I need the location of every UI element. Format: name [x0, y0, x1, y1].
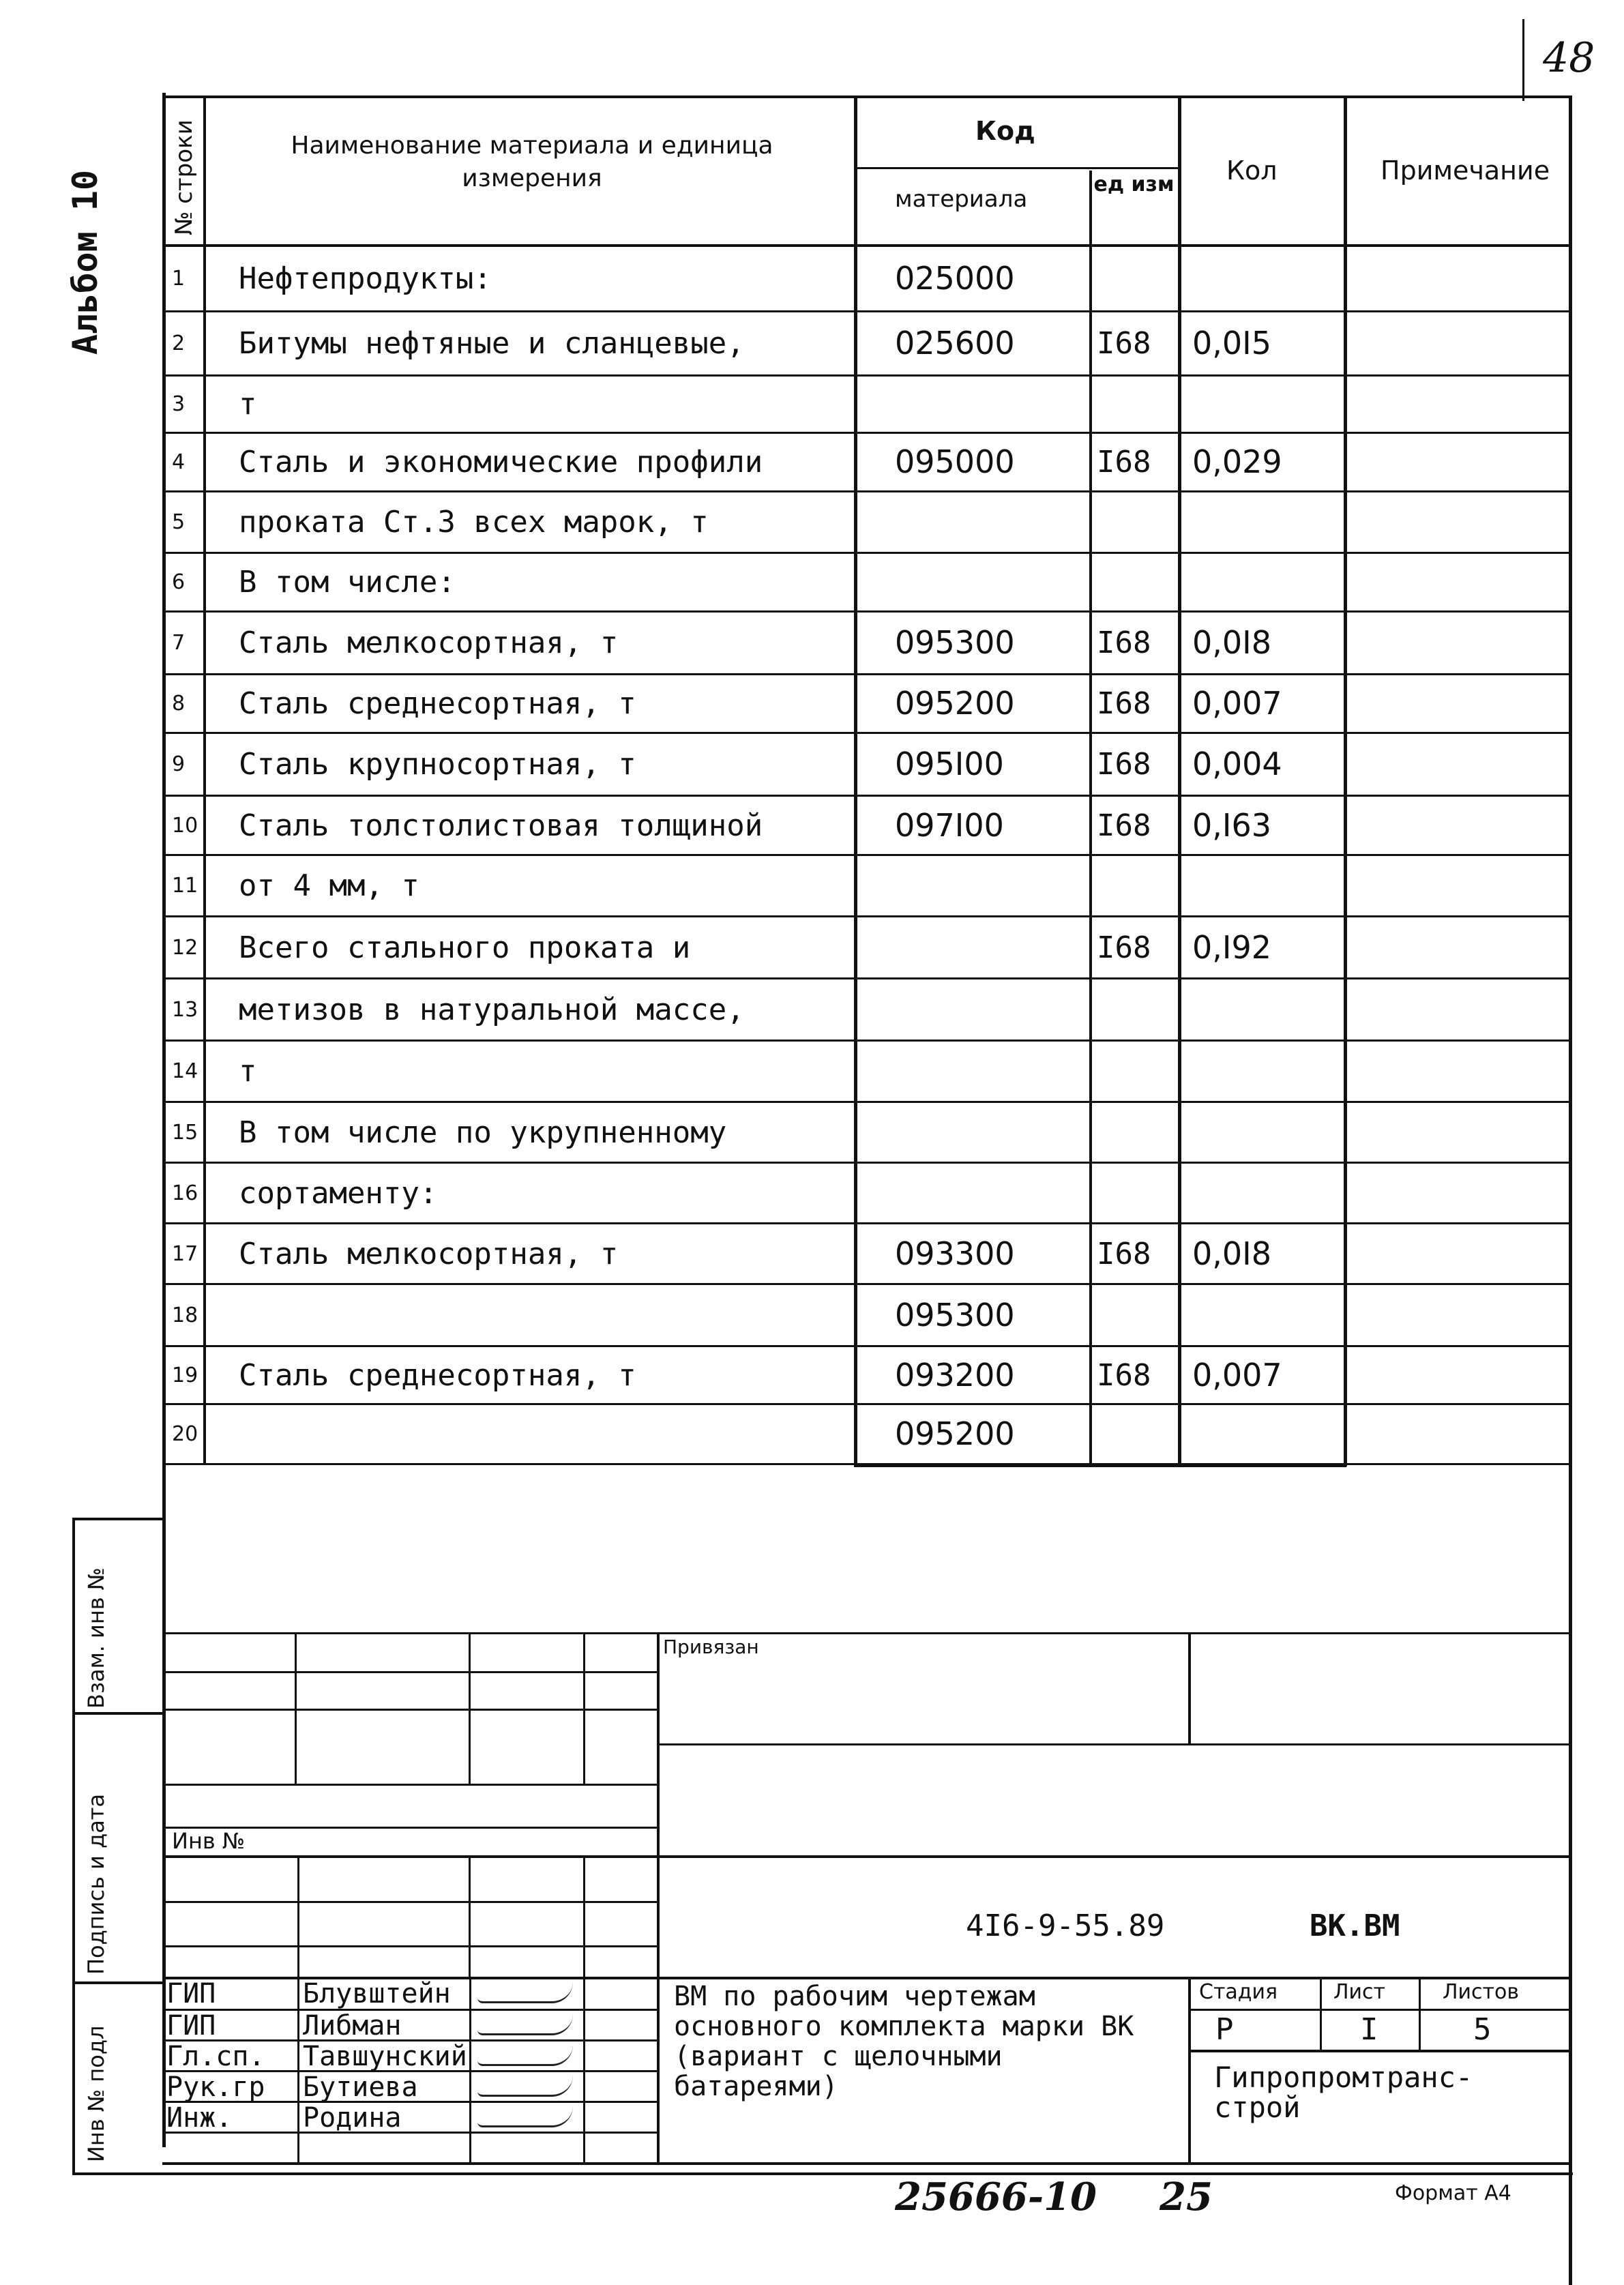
material-code: 025600: [895, 325, 1015, 362]
album-label: Альбом 10: [65, 170, 105, 355]
format-label: Формат А4: [1395, 2181, 1511, 2205]
unit-code: I68: [1097, 445, 1151, 480]
signatory-role: Гл.сп.: [166, 2041, 265, 2072]
material-name: Сталь мелкосортная, т: [239, 625, 619, 660]
material-name: т: [239, 1054, 257, 1089]
org-name: Гипропромтранс- строй: [1214, 2061, 1473, 2124]
signatory-role: ГИП: [166, 2010, 216, 2041]
quantity: 0,0I8: [1192, 1235, 1271, 1272]
row-number: 17: [172, 1242, 198, 1266]
material-code: 097I00: [895, 807, 1004, 844]
row-number: 5: [172, 510, 186, 534]
sheet-label: Лист: [1333, 1980, 1386, 2004]
row-number: 13: [172, 998, 198, 1022]
row-number: 16: [172, 1181, 198, 1205]
stage-value: Р: [1215, 2012, 1234, 2047]
table-bottom-thin: [162, 1463, 1571, 1465]
signatory-role: Инж.: [166, 2102, 233, 2134]
row-number: 19: [172, 1363, 198, 1387]
header-code: Код: [975, 116, 1035, 146]
stage-label: Стадия: [1199, 1980, 1278, 2004]
row-number: 11: [172, 874, 198, 898]
material-name: сортаменту:: [239, 1176, 438, 1211]
archive-page: 25: [1160, 2175, 1213, 2220]
vzam-inv-label: Взам. инв №: [83, 1567, 109, 1709]
material-code: 095200: [895, 685, 1015, 722]
material-code: 093300: [895, 1235, 1015, 1272]
sheet-number-box-line: [1522, 19, 1524, 101]
material-name: Сталь и экономические профили: [239, 445, 763, 480]
signature-scribble: [477, 2045, 573, 2066]
material-name: Сталь толстолистовая толщиной: [239, 808, 763, 843]
quantity: 0,0I5: [1192, 325, 1271, 362]
header-unit: ед изм: [1093, 173, 1175, 196]
header-material: материала: [895, 186, 1028, 213]
unit-code: I68: [1097, 808, 1151, 843]
quantity: 0,007: [1192, 1357, 1282, 1394]
material-code: 095300: [895, 624, 1015, 661]
privyazan-label: Привязан: [663, 1636, 759, 1658]
material-code: 095I00: [895, 746, 1004, 782]
material-name: Битумы нефтяные и сланцевые,: [239, 326, 745, 361]
inv-no-label: Инв №: [172, 1828, 246, 1854]
row-number: 10: [172, 814, 198, 838]
signatory-role: ГИП: [166, 1978, 216, 2009]
unit-code: I68: [1097, 686, 1151, 721]
signatory-name: Блувштейн: [303, 1978, 451, 2009]
row-number: 3: [172, 392, 186, 416]
signature-scribble: [477, 2106, 573, 2127]
material-code: 095300: [895, 1297, 1015, 1333]
material-name: В том числе:: [239, 565, 456, 600]
podpis-data-label: Подпись и дата: [83, 1793, 109, 1975]
quantity: 0,004: [1192, 746, 1282, 782]
archive-number: 25666-10: [895, 2175, 1097, 2220]
row-number: 7: [172, 631, 186, 655]
material-name: Нефтепродукты:: [239, 261, 492, 296]
header-qty: Кол: [1226, 156, 1278, 186]
material-name: Всего стального проката и: [239, 930, 691, 965]
quantity: 0,007: [1192, 685, 1282, 722]
row-number: 2: [172, 331, 186, 355]
sheets-value: 5: [1473, 2012, 1492, 2047]
material-name: В том числе по укрупненному: [239, 1115, 727, 1150]
row-number: 15: [172, 1121, 198, 1145]
quantity: 0,I63: [1192, 807, 1271, 844]
material-code: 025000: [895, 260, 1015, 297]
signatory-role: Рук.гр: [166, 2072, 265, 2103]
header-row-no: № строки: [171, 119, 198, 235]
quantity: 0,0I8: [1192, 624, 1271, 661]
signatory-name: Либман: [303, 2010, 402, 2041]
signature-scribble: [477, 1982, 573, 2003]
unit-code: I68: [1097, 747, 1151, 782]
doc-code: 4I6-9-55.89: [966, 1908, 1165, 1943]
frame-left: [162, 93, 166, 2147]
material-name: Сталь среднесортная, т: [239, 1358, 636, 1393]
row-number: 6: [172, 570, 186, 594]
header-note: Примечание: [1381, 156, 1550, 186]
unit-code: I68: [1097, 326, 1151, 361]
unit-code: I68: [1097, 930, 1151, 965]
doc-mark: ВК.ВМ: [1310, 1908, 1400, 1943]
material-code: 093200: [895, 1357, 1015, 1394]
quantity: 0,029: [1192, 443, 1282, 480]
material-name: метизов в натуральной массе,: [239, 992, 745, 1027]
signatory-name: Родина: [303, 2102, 402, 2134]
row-number: 20: [172, 1422, 198, 1446]
sheet-number: 48: [1543, 34, 1595, 82]
signature-scribble: [477, 2014, 573, 2035]
quantity: 0,I92: [1192, 929, 1271, 966]
sheets-label: Листов: [1443, 1980, 1520, 2004]
signature-scribble: [477, 2076, 573, 2097]
signatory-name: Тавшунский: [303, 2041, 467, 2072]
row-number: 8: [172, 692, 186, 716]
row-number: 14: [172, 1059, 198, 1083]
row-number: 12: [172, 936, 198, 960]
inv-podl-label: Инв № подл: [83, 2025, 109, 2162]
frame-right: [1569, 95, 1572, 2285]
material-name: Сталь среднесортная, т: [239, 686, 636, 721]
unit-code: I68: [1097, 1358, 1151, 1393]
sheet-value: I: [1360, 2012, 1378, 2047]
material-code: 095000: [895, 443, 1015, 480]
material-name: Сталь крупносортная, т: [239, 747, 636, 782]
row-number: 9: [172, 752, 186, 776]
material-code: 095200: [895, 1415, 1015, 1452]
row-number: 18: [172, 1303, 198, 1327]
signatory-name: Бутиева: [303, 2072, 418, 2103]
header-name: Наименование материала и единица измерения: [291, 132, 773, 192]
material-name: Сталь мелкосортная, т: [239, 1237, 619, 1271]
doc-title: ВМ по рабочим чертежам основного комплекта марки ВК (вариант с щелочными батареями): [674, 1981, 1134, 2102]
row-number: 4: [172, 450, 186, 474]
row-number: 1: [172, 267, 186, 291]
frame-bottom: [72, 2172, 1573, 2175]
material-name: от 4 мм, т: [239, 868, 419, 903]
frame-top: [162, 95, 1571, 98]
material-name: т: [239, 387, 257, 422]
unit-code: I68: [1097, 1237, 1151, 1271]
unit-code: I68: [1097, 625, 1151, 660]
material-name: проката Ст.3 всех марок, т: [239, 505, 709, 540]
